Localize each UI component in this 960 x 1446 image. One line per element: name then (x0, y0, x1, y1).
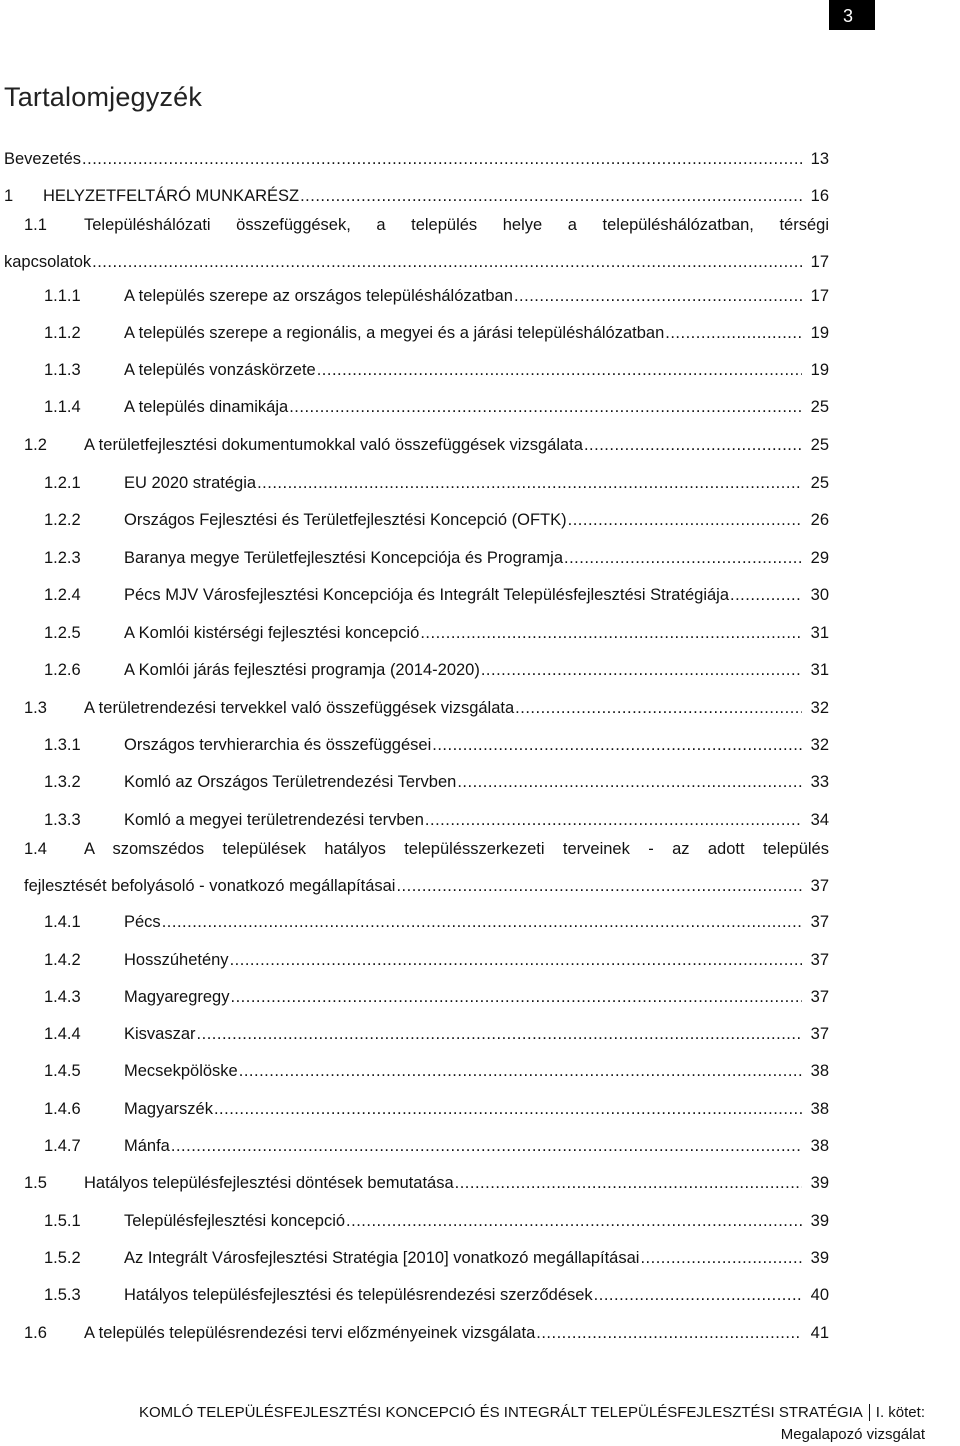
toc-entry-number: 1.1.3 (44, 361, 81, 379)
toc-entry-page: 33 (810, 773, 829, 791)
toc-dot-leader (514, 286, 802, 306)
toc-entry-title: A település dinamikája (124, 398, 289, 416)
toc-entry-number: 1.5.3 (44, 1286, 81, 1304)
toc-entry-first-line (24, 215, 829, 235)
toc-entry-title: Településfejlesztési koncepció (124, 1212, 346, 1230)
toc-dot-leader (257, 473, 802, 493)
toc-entry-page: 38 (810, 1062, 829, 1080)
toc-entry-number: 1.4.1 (44, 913, 81, 931)
toc-dot-leader (162, 912, 802, 932)
toc-entry-page: 19 (810, 324, 829, 342)
toc-entry-page: 31 (810, 661, 829, 679)
toc-entry[interactable] (44, 473, 829, 493)
toc-entry-title: A település vonzáskörzete (124, 361, 316, 379)
toc-entry-title-line2: kapcsolatok (4, 253, 92, 271)
toc-entry-number: 1.2.1 (44, 474, 81, 492)
toc-entry-number: 1.1.1 (44, 287, 81, 305)
toc-entry[interactable] (44, 360, 829, 380)
toc-entry[interactable] (44, 623, 829, 643)
toc-entry-title: A területfejlesztési dokumentumokkal való összefüggések vizsgálata (84, 436, 583, 454)
toc-entry[interactable] (44, 772, 829, 792)
toc-entry-title: A területrendezési tervekkel való összefüggések vizsgálata (84, 699, 515, 717)
toc-entry-number: 1.2.2 (44, 511, 81, 529)
toc-entry[interactable] (44, 1099, 829, 1119)
toc-entry-first-line (24, 839, 829, 859)
toc-entry-page: 13 (810, 150, 829, 168)
toc-entry[interactable] (24, 698, 829, 718)
toc-entry-number: 1.2.3 (44, 549, 81, 567)
toc-entry-page: 37 (810, 988, 829, 1006)
toc-entry-number: 1.3.1 (44, 736, 81, 754)
toc-entry-page: 31 (810, 624, 829, 642)
toc-entry[interactable] (44, 735, 829, 755)
toc-entry-number: 1.3.3 (44, 811, 81, 829)
toc-dot-leader (665, 323, 802, 343)
toc-dot-leader (455, 1173, 802, 1193)
toc-entry-number: 1 (4, 187, 14, 205)
toc-entry-title: Magyarszék (124, 1100, 213, 1118)
toc-entry-page: 39 (810, 1174, 829, 1192)
toc-dot-leader (584, 435, 802, 455)
toc-entry-page: 37 (810, 877, 829, 895)
toc-entry-page: 37 (810, 1025, 829, 1043)
toc-entry[interactable] (44, 1211, 829, 1231)
toc-entry-title: A Komlói kistérségi fejlesztési koncepció (124, 624, 420, 642)
toc-entry-number: 1.3.2 (44, 773, 81, 791)
page-footer (0, 1402, 925, 1446)
toc-dot-leader (515, 698, 802, 718)
toc-entry[interactable] (4, 215, 829, 272)
toc-entry-page: 17 (810, 253, 829, 271)
footer-separator (869, 1404, 870, 1421)
toc-entry-number: 1.5.2 (44, 1249, 81, 1267)
toc-entry-title: Kisvaszar (124, 1025, 196, 1043)
toc-dot-leader (481, 660, 802, 680)
toc-entry-number: 1.5 (24, 1174, 47, 1192)
toc-entry[interactable] (44, 585, 829, 605)
toc-entry-page: 25 (810, 398, 829, 416)
toc-entry-title: Pécs (124, 913, 161, 931)
toc-entry-title: Mánfa (124, 1137, 170, 1155)
toc-entry-number: 1.1.4 (44, 398, 81, 416)
toc-dot-leader (82, 149, 802, 169)
toc-entry-number: 1.4.3 (44, 988, 81, 1006)
toc-dot-leader (564, 548, 802, 568)
toc-entry-page: 32 (810, 736, 829, 754)
footer-document-title: KOMLÓ TELEPÜLÉSFEJLESZTÉSI KONCEPCIÓ ÉS INTEGRÁLT TELEPÜLÉSFEJLESZTÉSI STRATÉGIA (138, 1404, 863, 1421)
toc-entry[interactable] (44, 1285, 829, 1305)
toc-entry[interactable] (44, 1061, 829, 1081)
toc-entry-title: A Komlói járás fejlesztési programja (2014-2020) (124, 661, 480, 679)
toc-dot-leader (594, 1285, 802, 1305)
toc-entry-page: 37 (810, 951, 829, 969)
toc-entry-title: Pécs MJV Városfejlesztési Koncepciója és Integrált Településfejlesztési Stratégiája (124, 586, 730, 604)
toc-entry-title: Az Integrált Városfejlesztési Stratégia [2010] vonatkozó megállapításai (124, 1249, 640, 1267)
toc-entry-title: Komló a megyei területrendezési tervben (124, 811, 424, 829)
toc-entry-page: 38 (810, 1137, 829, 1155)
toc-dot-leader (346, 1211, 802, 1231)
toc-dot-leader (730, 585, 802, 605)
toc-dot-leader (457, 772, 802, 792)
toc-entry-number: 1.4.2 (44, 951, 81, 969)
toc-entry[interactable] (44, 1136, 829, 1156)
toc-entry-number: 1.4.6 (44, 1100, 81, 1118)
toc-entry-page: 30 (810, 586, 829, 604)
toc-entry[interactable] (44, 660, 829, 680)
toc-entry-number: 1.4.7 (44, 1137, 81, 1155)
toc-entry-page: 34 (810, 811, 829, 829)
toc-entry-title: Hosszúhetény (124, 951, 229, 969)
toc-entry-page: 38 (810, 1100, 829, 1118)
toc-entry-title: Mecsekpölöske (124, 1062, 238, 1080)
toc-entry-page: 17 (810, 287, 829, 305)
toc-dot-leader (568, 510, 802, 530)
toc-entry-number: 1.4.5 (44, 1062, 81, 1080)
toc-dot-leader (396, 876, 802, 896)
toc-entry-title: Komló az Országos Területrendezési Tervben (124, 773, 457, 791)
toc-entry-number: 1.1 (24, 216, 47, 234)
toc-entry-title: Hatályos településfejlesztési és településrendezési szerződések (124, 1286, 593, 1304)
toc-entry-number: 1.2 (24, 436, 47, 454)
toc-entry[interactable] (24, 1323, 829, 1343)
footer-line-2: Megalapozó vizsgálat (780, 1426, 925, 1443)
toc-entry-number: 1.5.1 (44, 1212, 81, 1230)
toc-entry-number: 1.2.5 (44, 624, 81, 642)
toc-title: Tartalomjegyzék (4, 82, 203, 112)
toc-entry-title: A település településrendezési tervi előzményeinek vizsgálata (84, 1324, 536, 1342)
toc-entry[interactable] (44, 1024, 829, 1044)
toc-entry-number: 1.1.2 (44, 324, 81, 342)
toc-entry-page: 39 (810, 1212, 829, 1230)
toc-entry[interactable] (24, 1173, 829, 1193)
toc-dot-leader (230, 950, 802, 970)
toc-entry[interactable] (24, 435, 829, 455)
toc-entry-title: Bevezetés (4, 150, 82, 168)
toc-dot-leader (171, 1136, 802, 1156)
toc-entry[interactable] (4, 186, 829, 206)
toc-entry-number: 1.4.4 (44, 1025, 81, 1043)
toc-entry-number: 1.6 (24, 1324, 47, 1342)
toc-entry-title: Országos Fejlesztési és Területfejlesztési Koncepció (OFTK) (124, 511, 567, 529)
toc-dot-leader (432, 735, 802, 755)
toc-entry-title: Baranya megye Területfejlesztési Koncepciója és Programja (124, 549, 564, 567)
toc-dot-leader (640, 1248, 802, 1268)
toc-entry-title-line2: fejlesztését befolyásoló - vonatkozó megállapításai (24, 877, 396, 895)
toc-entry[interactable] (44, 912, 829, 932)
toc-dot-leader (420, 623, 802, 643)
footer-line-1 (0, 1402, 925, 1424)
footer-volume: I. kötet: (875, 1404, 925, 1421)
toc-entry-page: 40 (810, 1286, 829, 1304)
toc-entry-number: 1.2.6 (44, 661, 81, 679)
toc-entry-title: A település szerepe az országos településhálózatban (124, 287, 513, 305)
toc-entry-page: 39 (810, 1249, 829, 1267)
toc-entry[interactable] (44, 510, 829, 530)
toc-dot-leader (317, 360, 802, 380)
toc-entry[interactable] (24, 839, 829, 896)
toc-dot-leader (92, 252, 802, 272)
toc-entry-title: Hatályos településfejlesztési döntések bemutatása (84, 1174, 454, 1192)
toc-entry-title: HELYZETFELTÁRÓ MUNKARÉSZ (43, 187, 300, 205)
toc-entry[interactable] (4, 149, 829, 169)
toc-entry-title-line1: Településhálózati összefüggések, a település helye a településhálózatban, térségi (84, 216, 829, 234)
page-number-badge: 3 (829, 0, 875, 30)
toc-dot-leader (289, 397, 802, 417)
toc-dot-leader (300, 186, 802, 206)
toc-entry-page: 25 (810, 474, 829, 492)
toc-entry-number: 1.4 (24, 840, 47, 858)
toc-dot-leader (425, 810, 802, 830)
toc-entry[interactable] (44, 1248, 829, 1268)
toc-dot-leader (197, 1024, 802, 1044)
toc-entry-page: 29 (810, 549, 829, 567)
toc-entry-title: A település szerepe a regionális, a megyei és a járási településhálózatban (124, 324, 665, 342)
toc-entry-title-line1: A szomszédos települések hatályos településszerkezeti terveinek - az adott település (84, 840, 829, 858)
toc-entry-number: 1.2.4 (44, 586, 81, 604)
toc-dot-leader (230, 987, 802, 1007)
toc-entry[interactable] (44, 548, 829, 568)
toc-entry-title: Magyaregregy (124, 988, 230, 1006)
toc-entry-page: 32 (810, 699, 829, 717)
toc-entry-page: 16 (810, 187, 829, 205)
toc-entry[interactable] (44, 286, 829, 306)
toc-entry-page: 19 (810, 361, 829, 379)
toc-entry-page: 25 (810, 436, 829, 454)
toc-entry[interactable] (44, 323, 829, 343)
toc-entry-title: Országos tervhierarchia és összefüggései (124, 736, 432, 754)
toc-entry-page: 26 (810, 511, 829, 529)
toc-entry[interactable] (44, 810, 829, 830)
toc-entry[interactable] (44, 397, 829, 417)
toc-entry-page: 41 (810, 1324, 829, 1342)
toc-entry[interactable] (44, 987, 829, 1007)
toc-entry-number: 1.3 (24, 699, 47, 717)
toc-dot-leader (239, 1061, 802, 1081)
toc-entry-page: 37 (810, 913, 829, 931)
toc-entry-title: EU 2020 stratégia (124, 474, 257, 492)
toc-dot-leader (214, 1099, 802, 1119)
toc-dot-leader (536, 1323, 802, 1343)
toc-entry[interactable] (44, 950, 829, 970)
